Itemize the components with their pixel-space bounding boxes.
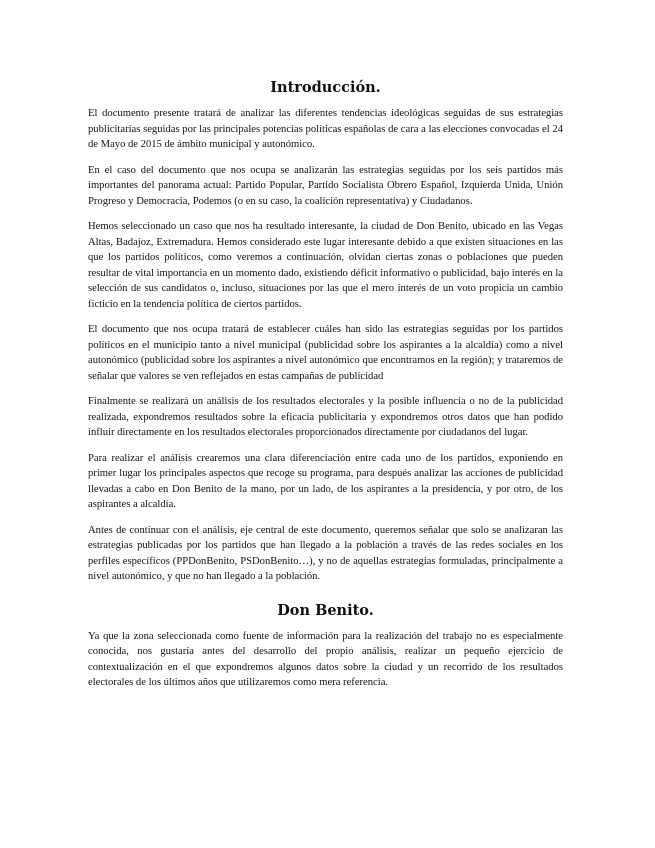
paragraph: Para realizar el análisis crearemos una clara diferenciación entre cada uno de los partidos, exponiendo en primer lugar los principales aspectos que recoge su programa, para después analizar las acciones de publicidad llevadas a cabo en Don Benito de la mano, por un lado, de los aspirantes a la presidencia, y por otro, de los aspirantes a alcaldía.	[88, 452, 563, 510]
document-page	[88, 72, 563, 701]
paragraph: Hemos seleccionado un caso que nos ha resultado interesante, la ciudad de Don Benito, ubicado en las Vegas Altas, Badajoz, Extremadura. Hemos considerado este lugar interesante debido a que existen situaciones en las que los partidos políticos, como veremos a continuación, olvidan ciertas zonas o poblaciones que pueden resultar de vital importancia en un momento dado, existiendo déficit informativo o publicidad, bajo interés en la selección de sus candidatos o, incluso, situaciones por las que el mero interés de un voto propicia un cambio ficticio en la tendencia política de ciertos partidos.	[88, 221, 563, 310]
paragraph: En el caso del documento que nos ocupa se analizarán las estrategias seguidas por los seis partidos más importantes del panorama actual: Partido Popular, Partido Socialista Obrero Español, Izquierda Unida, Unión Progreso y Democracia, Podemos (o en su caso, la coalición representativa) y Ciudadanos.	[88, 164, 563, 207]
paragraph: Ya que la zona seleccionada como fuente de información para la realización del trabajo no es especialmente conocida, nos gustaría antes del desarrollo del propio análisis, realizar un pequeño ejercicio de contextualización en el que expondremos algunos datos sobre la ciudad y un recorrido de los resultados electorales de los últimos años que utilizaremos como mera referencia.	[88, 630, 563, 688]
paragraph: El documento presente tratará de analizar las diferentes tendencias ideológicas seguidas de sus estrategias publicitarias seguidas por las principales potencias políticas españolas de cara a las elecciones convocadas el 24 de Mayo de 2015 de ámbito municipal y autonómico.	[88, 108, 563, 150]
paragraph: Finalmente se realizará un análisis de los resultados electorales y la posible influencia o no de la publicidad realizada, expondremos resultados sobre la eficacia publicitaria y expondremos otros datos que han podido influir directamente en los resultados electorales proporcionados directamente por ciudadanos del lugar.	[88, 396, 563, 438]
paragraph: El documento que nos ocupa tratará de establecer cuáles han sido las estrategias seguidas por los partidos políticos en el municipio tanto a nivel municipal (publicidad sobre los aspirantes a la alcaldía) como a nivel autonómico (publicidad sobre los aspirantes a nivel autonómico que encontramos en la región); y trataremos de señalar que valores se ven reflejados en estas campañas de publicidad	[88, 324, 563, 382]
paragraph: Antes de continuar con el análisis, eje central de este documento, queremos señalar que solo se analizaran las estrategias publicadas por los partidos que han llegado a la población a través de las redes sociales en los perfiles específicos (PPDonBenito, PSDonBenito…), y no de aquellas estrategias formuladas, principalmente a nivel autonómico, y que no han llegado a la población.	[88, 524, 563, 582]
section-title-introduccion: Introducción.	[270, 79, 381, 96]
section-title-don-benito: Don Benito.	[277, 601, 374, 619]
